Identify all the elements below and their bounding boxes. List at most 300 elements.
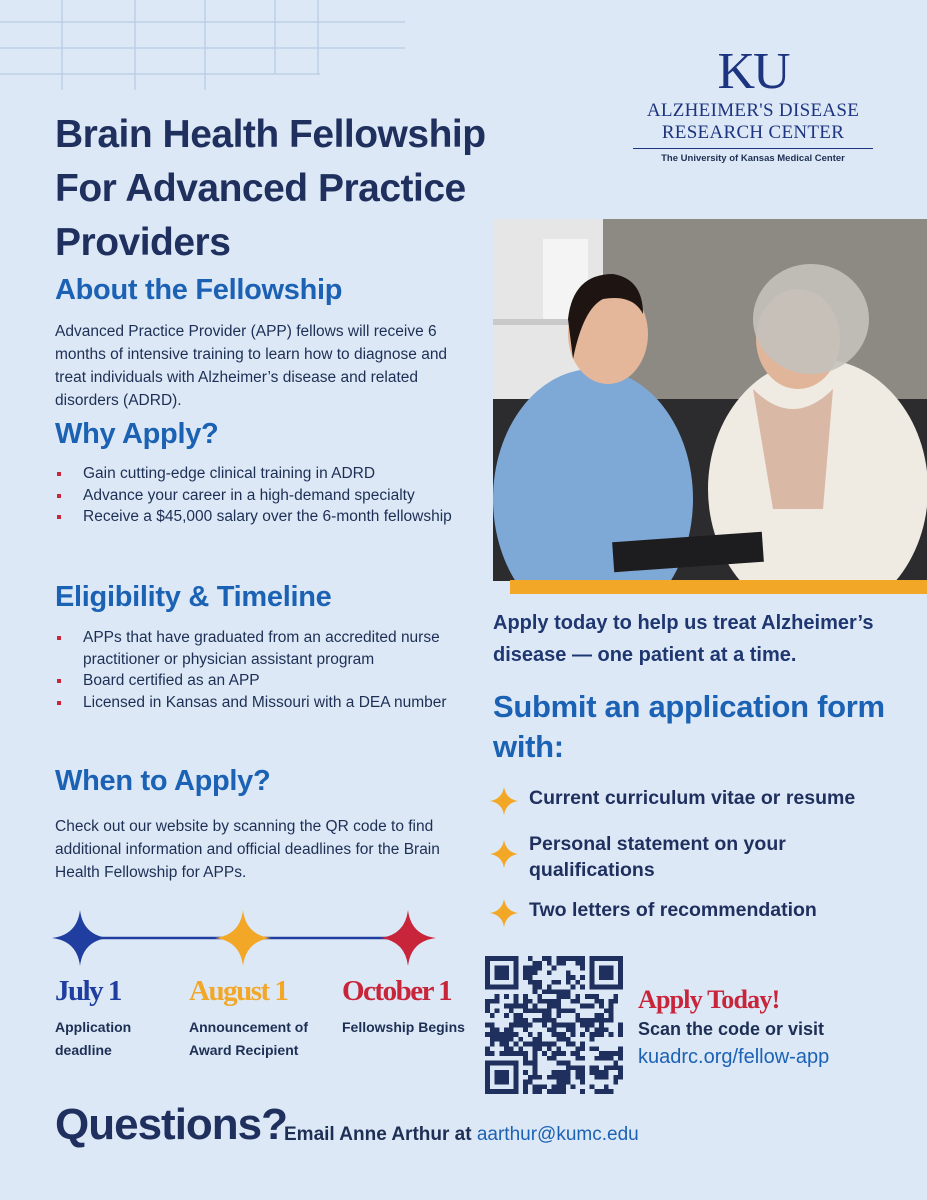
about-heading: About the Fellowship	[55, 274, 343, 306]
qr-module	[547, 961, 552, 966]
qr-finder-module	[604, 985, 609, 990]
qr-module	[509, 1027, 514, 1032]
qr-module	[580, 975, 585, 980]
qr-module	[594, 1027, 599, 1032]
qr-module	[514, 1018, 519, 1023]
qr-finder-module	[599, 985, 604, 990]
qr-finder-module	[490, 1089, 495, 1094]
qr-module	[609, 1056, 614, 1061]
qr-module	[528, 975, 533, 980]
qr-module	[523, 1042, 528, 1047]
qr-module	[499, 1037, 504, 1042]
qr-module	[514, 1032, 519, 1037]
qr-module	[552, 1056, 557, 1061]
qr-module	[552, 1070, 557, 1075]
qr-module	[499, 1051, 504, 1056]
qr-module	[556, 1032, 561, 1037]
qr-module	[590, 1018, 595, 1023]
qr-module	[509, 1008, 514, 1013]
qr-finder-module	[485, 961, 490, 966]
qr-module	[542, 1084, 547, 1089]
qr-module	[528, 980, 533, 985]
why-item-text: Advance your career in a high-demand specialty	[83, 486, 415, 504]
qr-finder-module	[485, 1065, 490, 1070]
qr-finder-module	[609, 985, 614, 990]
qr-module	[599, 1056, 604, 1061]
qr-module	[523, 1018, 528, 1023]
qr-module	[575, 1051, 580, 1056]
qr-module	[590, 1070, 595, 1075]
qr-module	[561, 989, 566, 994]
qr-module	[604, 1027, 609, 1032]
qr-module	[547, 1013, 552, 1018]
qr-finder-module	[514, 966, 519, 971]
qr-finder-module	[499, 1080, 504, 1085]
qr-module	[518, 1046, 523, 1051]
qr-module	[490, 1051, 495, 1056]
qr-module	[523, 1089, 528, 1094]
qr-module	[561, 1051, 566, 1056]
qr-module	[599, 1089, 604, 1094]
qr-module	[509, 1051, 514, 1056]
qr-finder-module	[618, 966, 623, 971]
qr-module	[490, 1013, 495, 1018]
qr-finder-module	[485, 966, 490, 971]
qr-module	[561, 1084, 566, 1089]
qr-finder-module	[495, 1089, 500, 1094]
qr-module	[575, 956, 580, 961]
qr-module	[533, 1051, 538, 1056]
qr-module	[537, 1046, 542, 1051]
qr-module	[566, 1075, 571, 1080]
qr-module	[599, 1018, 604, 1023]
gold-accent-bar	[510, 580, 927, 594]
qr-module	[542, 1023, 547, 1028]
qr-module	[533, 1004, 538, 1009]
qr-module	[599, 999, 604, 1004]
qr-module	[566, 1070, 571, 1075]
qr-module	[552, 1004, 557, 1009]
qr-module	[604, 1084, 609, 1089]
qr-module	[571, 1042, 576, 1047]
qr-module	[490, 1027, 495, 1032]
qr-module	[613, 994, 618, 999]
qr-module	[580, 1075, 585, 1080]
qr-module	[552, 1042, 557, 1047]
qr-module	[537, 1084, 542, 1089]
qr-finder-module	[495, 1061, 500, 1066]
qr-module	[528, 1032, 533, 1037]
qr-finder-module	[485, 985, 490, 990]
qr-module	[542, 1051, 547, 1056]
qr-module	[580, 1056, 585, 1061]
qr-finder-module	[590, 966, 595, 971]
star-blue-icon	[52, 910, 108, 966]
timeline-date-1: July 1	[55, 975, 121, 1007]
qr-module	[537, 1089, 542, 1094]
qr-module	[556, 1089, 561, 1094]
qr-module	[533, 1018, 538, 1023]
qr-module	[552, 989, 557, 994]
qr-module	[514, 1042, 519, 1047]
qr-module	[561, 1070, 566, 1075]
qr-module	[528, 1008, 533, 1013]
qr-module	[542, 1018, 547, 1023]
qr-module	[523, 970, 528, 975]
why-item-text: Gain cutting-edge clinical training in ADRD	[83, 465, 376, 482]
qr-module	[585, 1018, 590, 1023]
qr-module	[547, 956, 552, 961]
qr-module	[594, 1065, 599, 1070]
qr-module	[528, 956, 533, 961]
qr-finder-module	[509, 985, 514, 990]
qr-module	[547, 1018, 552, 1023]
qr-finder-module	[485, 1084, 490, 1089]
qr-module	[609, 1051, 614, 1056]
qr-module	[504, 1027, 509, 1032]
qr-module	[518, 1004, 523, 1009]
qr-module	[547, 970, 552, 975]
qr-module	[533, 1075, 538, 1080]
qr-module	[542, 1008, 547, 1013]
qr-module	[613, 1051, 618, 1056]
qr-module	[542, 989, 547, 994]
qr-module	[609, 999, 614, 1004]
qr-module	[556, 1004, 561, 1009]
qr-module	[561, 1032, 566, 1037]
qr-finder-module	[495, 1070, 500, 1075]
qr-module	[528, 1061, 533, 1066]
sparkle-icon	[488, 838, 520, 870]
qr-module	[613, 1075, 618, 1080]
qr-module	[552, 1084, 557, 1089]
qr-module	[518, 1037, 523, 1042]
qr-module	[556, 999, 561, 1004]
qr-module	[537, 1032, 542, 1037]
qr-module	[604, 1070, 609, 1075]
qr-module	[533, 966, 538, 971]
qr-finder-module	[618, 980, 623, 985]
qr-module	[485, 1004, 490, 1009]
qr-finder-module	[485, 1080, 490, 1085]
qr-finder-module	[499, 975, 504, 980]
star-red-icon	[380, 910, 436, 966]
qr-finder-module	[514, 1061, 519, 1066]
qr-module	[580, 1032, 585, 1037]
qr-module	[571, 975, 576, 980]
qr-module	[495, 1027, 500, 1032]
qr-module	[504, 1046, 509, 1051]
qr-module	[528, 999, 533, 1004]
qr-module	[523, 975, 528, 980]
qr-module	[533, 980, 538, 985]
qr-finder-module	[504, 985, 509, 990]
logo-line-1: ALZHEIMER'S DISEASE	[646, 100, 860, 121]
sparkle-icon	[488, 897, 520, 929]
fellowship-url-link[interactable]: kuadrc.org/fellow-app	[638, 1046, 830, 1068]
qr-module	[533, 985, 538, 990]
qr-finder-module	[514, 956, 519, 961]
qr-finder-module	[485, 970, 490, 975]
qr-finder-module	[499, 970, 504, 975]
qr-module	[495, 999, 500, 1004]
qr-module	[514, 994, 519, 999]
qr-module	[518, 1013, 523, 1018]
qr-finder-module	[599, 966, 604, 971]
timeline-desc-1: Application deadline	[55, 1019, 132, 1058]
qr-module	[566, 1037, 571, 1042]
qr-finder-module	[485, 1075, 490, 1080]
qr-module	[547, 1008, 552, 1013]
qr-module	[561, 1089, 566, 1094]
qr-finder-module	[495, 956, 500, 961]
qr-module	[594, 1018, 599, 1023]
qr-finder-module	[590, 980, 595, 985]
logo-line-2: RESEARCH CENTER	[633, 122, 873, 149]
qr-module	[609, 1065, 614, 1070]
when-heading: When to Apply?	[55, 765, 271, 797]
qr-module	[523, 1061, 528, 1066]
qr-module	[495, 994, 500, 999]
qr-module	[580, 1065, 585, 1070]
decorative-grid	[0, 0, 405, 90]
qr-module	[552, 980, 557, 985]
why-list	[55, 463, 455, 528]
bullet-icon	[57, 472, 61, 476]
qr-finder-module	[499, 1061, 504, 1066]
kuadrc-logo	[633, 43, 873, 164]
qr-finder-module	[594, 985, 599, 990]
qr-module	[590, 1046, 595, 1051]
requirement-text: Personal statement on your qualifications	[529, 833, 786, 881]
qr-finder-module	[618, 956, 623, 961]
qr-module	[561, 1037, 566, 1042]
qr-module	[485, 1032, 490, 1037]
qr-module	[561, 1023, 566, 1028]
qr-module	[504, 994, 509, 999]
qr-module	[533, 1061, 538, 1066]
qr-module	[523, 1056, 528, 1061]
page-title: Brain Health Fellowship For Advanced Practice Providers	[55, 113, 486, 264]
qr-module	[580, 1070, 585, 1075]
why-item-text: Receive a $45,000 salary over the 6-month fellowship	[83, 508, 452, 526]
qr-module	[604, 1056, 609, 1061]
bullet-icon	[57, 515, 61, 519]
qr-finder-module	[504, 1075, 509, 1080]
qr-module	[609, 1008, 614, 1013]
qr-module	[547, 1004, 552, 1009]
qr-module	[547, 1089, 552, 1094]
qr-module	[533, 1037, 538, 1042]
qr-module	[504, 1042, 509, 1047]
qr-finder-module	[485, 1061, 490, 1066]
qr-module	[590, 1032, 595, 1037]
qr-module	[571, 1084, 576, 1089]
qr-module	[566, 1042, 571, 1047]
list-item	[55, 506, 455, 528]
eligibility-item-text: APPs that have graduated from an accredited nurse practitioner or physician assistant program	[83, 629, 440, 668]
eligibility-item-text: Licensed in Kansas and Missouri with a DEA number	[83, 694, 447, 712]
qr-finder-module	[514, 980, 519, 985]
qr-module	[566, 1080, 571, 1085]
qr-module	[542, 1013, 547, 1018]
why-heading: Why Apply?	[55, 418, 219, 450]
qr-module	[613, 1065, 618, 1070]
qr-module	[609, 1018, 614, 1023]
qr-finder-module	[514, 961, 519, 966]
qr-finder-module	[618, 985, 623, 990]
qr-finder-module	[599, 956, 604, 961]
qr-module	[566, 956, 571, 961]
qr-finder-module	[514, 985, 519, 990]
qr-module	[571, 1051, 576, 1056]
qr-module	[504, 1013, 509, 1018]
qr-module	[552, 1075, 557, 1080]
bullet-icon	[57, 679, 61, 683]
qr-finder-module	[485, 1070, 490, 1075]
qr-finder-module	[485, 956, 490, 961]
qr-finder-module	[599, 970, 604, 975]
qr-module	[556, 1008, 561, 1013]
qr-finder-module	[604, 966, 609, 971]
qr-module	[556, 961, 561, 966]
qr-module	[537, 1042, 542, 1047]
qr-module	[490, 1032, 495, 1037]
qr-finder-module	[504, 956, 509, 961]
qr-module	[609, 1089, 614, 1094]
qr-finder-module	[514, 1089, 519, 1094]
qr-code[interactable]	[485, 956, 623, 1094]
qr-module	[518, 1018, 523, 1023]
qr-finder-module	[490, 985, 495, 990]
qr-module	[485, 999, 490, 1004]
email-line	[284, 1124, 639, 1146]
qr-module	[566, 989, 571, 994]
qr-finder-module	[485, 1089, 490, 1094]
qr-finder-module	[604, 970, 609, 975]
qr-module	[547, 1056, 552, 1061]
qr-module	[523, 1023, 528, 1028]
qr-module	[604, 1065, 609, 1070]
qr-module	[566, 980, 571, 985]
qr-module	[509, 1032, 514, 1037]
qr-module	[523, 1070, 528, 1075]
list-item	[55, 627, 455, 670]
qr-finder-module	[495, 1080, 500, 1085]
qr-finder-module	[504, 1061, 509, 1066]
qr-module	[556, 1046, 561, 1051]
qr-module	[504, 1037, 509, 1042]
qr-module	[599, 1004, 604, 1009]
qr-module	[604, 1075, 609, 1080]
qr-module	[575, 1075, 580, 1080]
qr-module	[537, 999, 542, 1004]
timeline-date-3: October 1	[342, 975, 452, 1007]
qr-module	[533, 1046, 538, 1051]
qr-finder-module	[509, 1061, 514, 1066]
qr-module	[556, 1075, 561, 1080]
qr-module	[542, 956, 547, 961]
qr-module	[580, 1042, 585, 1047]
qr-module	[537, 985, 542, 990]
qr-module	[509, 1037, 514, 1042]
qr-module	[566, 1061, 571, 1066]
qr-finder-module	[499, 1089, 504, 1094]
qr-module	[552, 1089, 557, 1094]
qr-finder-module	[613, 956, 618, 961]
qr-module	[552, 1032, 557, 1037]
qr-module	[618, 1027, 623, 1032]
qr-finder-module	[590, 956, 595, 961]
qr-module	[590, 1065, 595, 1070]
qr-finder-module	[485, 975, 490, 980]
qr-module	[561, 1061, 566, 1066]
qr-module	[604, 1051, 609, 1056]
ku-logo-mark: KU	[717, 43, 789, 100]
qr-module	[537, 980, 542, 985]
qr-finder-module	[594, 956, 599, 961]
qr-module	[523, 994, 528, 999]
eligibility-list	[55, 627, 455, 714]
qr-module	[580, 966, 585, 971]
email-link[interactable]: aarthur@kumc.edu	[476, 1124, 639, 1145]
qr-module	[590, 994, 595, 999]
qr-module	[599, 1051, 604, 1056]
about-body: Advanced Practice Provider (APP) fellows will receive 6 months of intensive training to learn how to diagnose and treat individuals with Alzheimer’s disease and related disorders (ADRD).	[55, 323, 448, 409]
qr-module	[547, 989, 552, 994]
qr-module	[599, 1013, 604, 1018]
qr-module	[575, 994, 580, 999]
qr-module	[485, 1046, 490, 1051]
qr-module	[528, 970, 533, 975]
qr-finder-module	[504, 966, 509, 971]
qr-module	[499, 1042, 504, 1047]
qr-module	[552, 1018, 557, 1023]
qr-finder-module	[504, 1080, 509, 1085]
qr-module	[609, 1004, 614, 1009]
qr-finder-module	[514, 1080, 519, 1085]
qr-module	[514, 1004, 519, 1009]
qr-module	[537, 1075, 542, 1080]
qr-module	[580, 956, 585, 961]
qr-finder-module	[499, 985, 504, 990]
qr-module	[618, 1023, 623, 1028]
eligibility-item-text: Board certified as an APP	[83, 672, 260, 690]
qr-module	[594, 1089, 599, 1094]
qr-module	[580, 1046, 585, 1051]
qr-module	[575, 961, 580, 966]
qr-module	[561, 1008, 566, 1013]
qr-module	[528, 1075, 533, 1080]
qr-module	[613, 1080, 618, 1085]
qr-module	[490, 999, 495, 1004]
qr-finder-module	[609, 956, 614, 961]
qr-module	[509, 1046, 514, 1051]
qr-module	[590, 1023, 595, 1028]
qr-finder-module	[495, 966, 500, 971]
bullet-icon	[57, 701, 61, 705]
qr-module	[575, 999, 580, 1004]
qr-finder-module	[504, 975, 509, 980]
qr-module	[556, 1084, 561, 1089]
email-prefix: Email Anne Arthur at	[284, 1124, 477, 1145]
qr-module	[599, 1027, 604, 1032]
qr-finder-module	[590, 975, 595, 980]
qr-module	[594, 994, 599, 999]
qr-module	[514, 1023, 519, 1028]
qr-module	[566, 975, 571, 980]
qr-module	[552, 1023, 557, 1028]
